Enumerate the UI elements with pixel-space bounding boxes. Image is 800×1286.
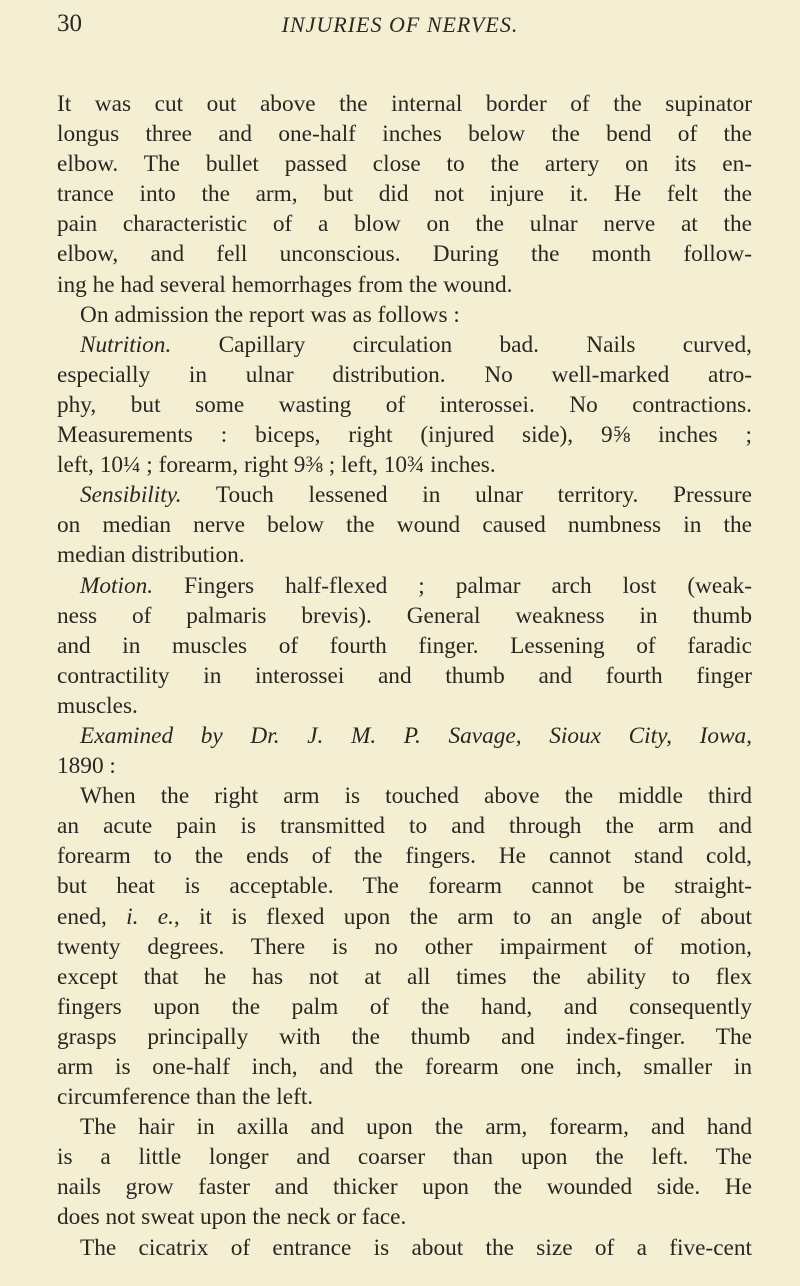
text-line: arm is one-half inch, and the forearm one inch, smaller in [57,1054,752,1080]
text-line: The cicatrix of entrance is about the size of a five-cent [80,1234,752,1261]
text-line: When the right arm is touched above the middle third [80,783,752,810]
text-line: 1890 : [57,753,116,780]
text-line: pain characteristic of a blow on the ulnar nerve at the [57,211,752,238]
running-title: INJURIES OF NERVES. [281,12,519,37]
text-line: trance into the arm, but did not injure it. He felt the [57,181,752,208]
text-line: twenty degrees. There is no other impairment of motion, [57,933,752,960]
text-line: longus three and one-half inches below the bend of the [57,121,752,148]
text-line: grasps principally with the thumb and index-finger. The [57,1023,752,1050]
text-line: and in muscles of fourth finger. Lessening of faradic [57,632,752,659]
text-line: does not sweat upon the neck or face. [57,1204,407,1231]
text-line [57,721,752,751]
text-line: elbow. The bullet passed close to the artery on its en- [57,151,752,178]
section-label-nutrition: Nutrition. [80,331,172,358]
text-line: Sensibility. Touch lessened in ulnar territory. Pressure [80,482,752,509]
text-line: left, 10¼ ; forearm, right 9⅜ ; left, 10¾ inches. [57,452,496,479]
text-line: but heat is acceptable. The forearm cannot be straight- [57,873,752,900]
text-line: ness of palmaris brevis). General weakness in thumb [57,602,752,629]
page-number: 30 [57,10,82,37]
text-line: muscles. [57,692,138,719]
text-line: median distribution. [57,542,245,569]
text-line: especially in ulnar distribution. No well-marked atro- [57,361,752,388]
text-line: ened, i. e., it is flexed upon the arm to an angle of about [57,903,752,930]
text-line: is a little longer and coarser than upon the left. The [57,1144,752,1171]
page-header [0,6,800,40]
text-line: Nutrition. Capillary circulation bad. Nails curved, [80,331,752,358]
text-line: forearm to the ends of the fingers. He cannot stand cold, [57,843,752,870]
text-line: an acute pain is transmitted to and through the arm and [57,813,752,840]
text-line: The hair in axilla and upon the arm, forearm, and hand [80,1114,752,1141]
text-line: contractility in interossei and thumb and fourth finger [57,662,752,689]
text-line: elbow, and fell unconscious. During the month follow- [57,241,752,268]
text-line: except that he has not at all times the ability to flex [57,963,752,990]
text-line: Motion. Fingers half-flexed ; palmar arch lost (weak- [80,572,752,599]
text-line: ing he had several hemorrhages from the wound. [57,271,513,298]
page-body [57,89,752,1263]
examiner-heading: Examined by Dr. J. M. P. Savage, Sioux City, Iowa, [80,722,752,749]
text-line: on median nerve below the wound caused numbness in the [57,512,752,539]
text-line: Measurements : biceps, right (injured side), 9⅝ inches ; [57,422,752,449]
text-line: On admission the report was as follows : [80,301,460,328]
text-line: phy, but some wasting of interossei. No contractions. [57,391,752,418]
text-line: circumference than the left. [57,1084,314,1111]
text-line: It was cut out above the internal border of the supinator [57,91,752,117]
text-line: fingers upon the palm of the hand, and consequently [57,993,752,1020]
section-label-sensibility: Sensibility. [80,482,182,509]
section-label-motion: Motion. [80,572,154,599]
text-line: nails grow faster and thicker upon the wounded side. He [57,1174,752,1201]
